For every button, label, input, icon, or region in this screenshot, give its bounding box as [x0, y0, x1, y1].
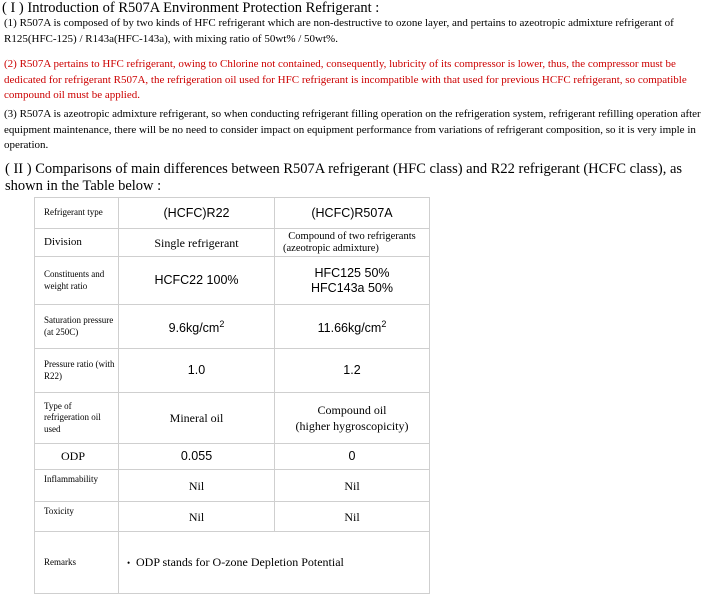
row-label-pressure-ratio: Pressure ratio (with R22) — [35, 349, 119, 393]
table-row-constituents — [35, 257, 430, 305]
column-header-r507a: (HCFC)R507A — [275, 198, 430, 229]
cell-constituents-r22: HCFC22 100% — [119, 257, 275, 305]
cell-saturation-r22-unit-sup: 2 — [219, 318, 225, 329]
cell-division-r507a — [275, 229, 430, 257]
table-row-saturation — [35, 305, 430, 349]
row-label-constituents: Constituents and weight ratio — [35, 257, 119, 305]
cell-remarks — [119, 532, 430, 594]
table-row-toxicity — [35, 502, 430, 532]
paragraph-1: (1) R507A is composed of by two kinds of HFC refrigerant which are non-destructive to ozone layer, and pertains to azeotropic admixture refrigerant of R125(HFC-125) / R143a(HFC-143a), with mixing ratio of 50wt% / 50wt%. — [4, 17, 674, 45]
table-row-odp — [35, 444, 430, 470]
cell-division-r507a-line2: (azeotropic admixture) — [283, 242, 379, 254]
row-label-inflammability: Inflammability — [35, 470, 119, 502]
cell-oil-r507a — [275, 393, 430, 444]
paragraph-3: (3) R507A is azeotropic admixture refrigerant, so when conducting refrigerant filling operation on the refrigeration system, refrigerant refilling operation after equipment maintenance, there will be no need to consider impact on equipment performance from variations of refrigerant composition, so it is very imple in operation. — [4, 108, 701, 151]
paragraph-2-highlighted: (2) R507A pertains to HFC refrigerant, owing to Chlorine not contained, consequently, lubricity of its compressor is lower, thus, the compressor must be dedicated for refrigerant R507A, the refrigeration oil used for HFC refrigerant is incompatible with that used for previous HCFC refrigerant, so compatible compound oil must be applied. — [4, 58, 687, 101]
bullet-icon: • — [127, 558, 131, 568]
row-label-remarks: Remarks — [35, 532, 119, 594]
cell-saturation-r507a — [275, 305, 430, 349]
cell-saturation-r22 — [119, 305, 275, 349]
cell-pressure-ratio-r22: 1.0 — [119, 349, 275, 393]
table-row-oil — [35, 393, 430, 444]
row-label-saturation: Saturation pressure (at 250C) — [35, 305, 119, 349]
table-row-header — [35, 198, 430, 229]
row-label-refrigerant-type: Refrigerant type — [35, 198, 119, 229]
row-label-oil: Type of refrigeration oil used — [35, 393, 119, 444]
cell-toxicity-r22: Nil — [119, 502, 275, 532]
cell-division-r22: Single refrigerant — [119, 229, 275, 257]
cell-division-r507a-line1: Compound of two refrigerants — [288, 230, 416, 242]
comparison-table — [34, 197, 430, 594]
table-row-remarks — [35, 532, 430, 594]
cell-saturation-r22-value: 9.6kg/cm — [168, 321, 220, 336]
table-row-pressure-ratio — [35, 349, 430, 393]
row-label-division: Division — [35, 229, 119, 257]
cell-oil-r507a-line2: (higher hygroscopicity) — [295, 419, 409, 433]
section-1-heading: ( I ) Introduction of R507A Environment Protection Refrigerant : — [2, 0, 380, 16]
cell-odp-r22: 0.055 — [119, 444, 275, 470]
cell-pressure-ratio-r507a: 1.2 — [275, 349, 430, 393]
cell-odp-r507a: 0 — [275, 444, 430, 470]
row-label-odp: ODP — [35, 444, 119, 470]
section-2-heading: ( II ) Comparisons of main differences between R507A refrigerant (HFC class) and R22 refrigerant (HCFC class), as shown in the Table below : — [5, 161, 683, 194]
cell-saturation-r507a-unit-sup: 2 — [381, 318, 387, 329]
row-label-toxicity: Toxicity — [35, 502, 119, 532]
cell-constituents-r507a — [275, 257, 430, 305]
table-row-division — [35, 229, 430, 257]
cell-inflammability-r507a: Nil — [275, 470, 430, 502]
cell-constituents-r507a-line1: HFC125 50% — [314, 265, 390, 280]
cell-saturation-r507a-value: 11.66kg/cm — [317, 321, 382, 336]
cell-inflammability-r22: Nil — [119, 470, 275, 502]
cell-constituents-r507a-line2: HFC143a 50% — [311, 280, 393, 295]
cell-oil-r507a-line1: Compound oil — [317, 403, 387, 417]
table-row-inflammability — [35, 470, 430, 502]
cell-toxicity-r507a: Nil — [275, 502, 430, 532]
remarks-text: ODP stands for O-zone Depletion Potential — [136, 555, 344, 569]
column-header-r22: (HCFC)R22 — [119, 198, 275, 229]
cell-oil-r22: Mineral oil — [119, 393, 275, 444]
